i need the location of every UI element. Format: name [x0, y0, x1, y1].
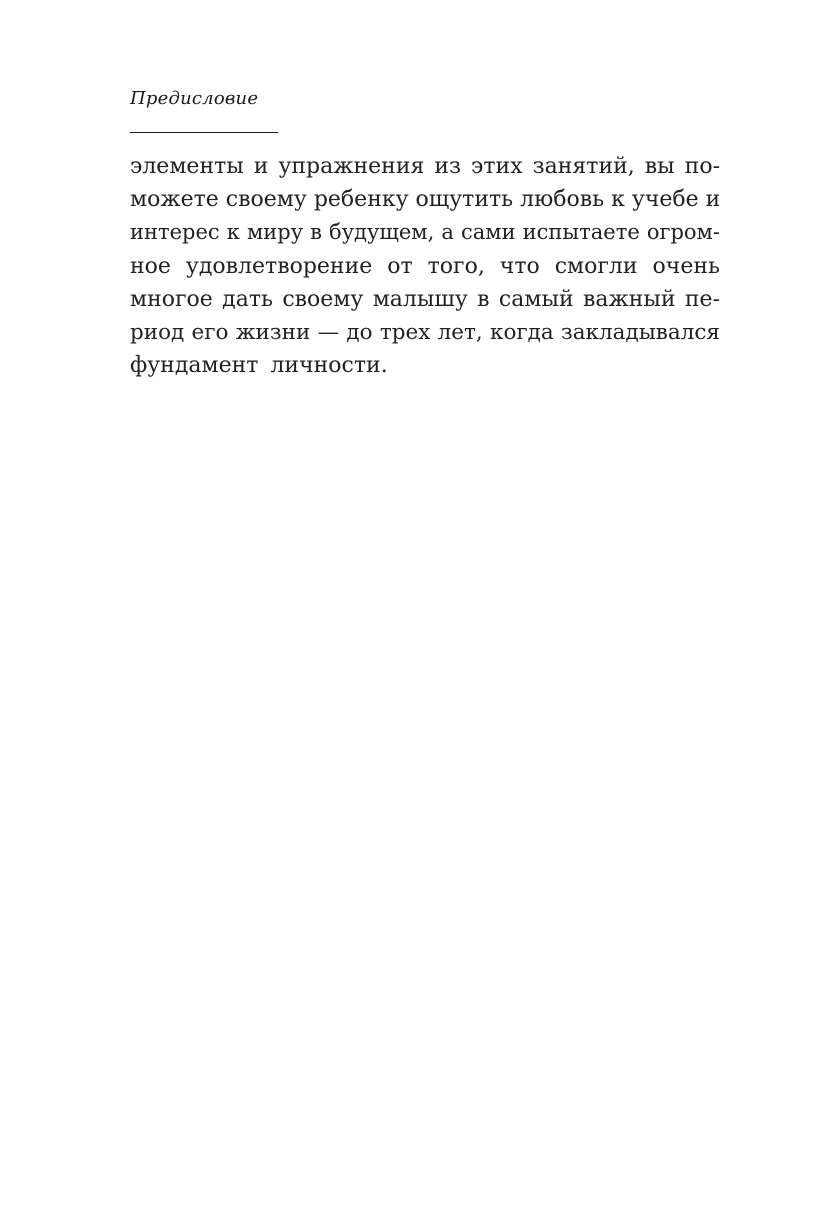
text-line: фундамент личности.	[130, 353, 388, 379]
running-head-title: Предисловие	[130, 88, 259, 109]
text-line: риод его жизни — до трех лет, когда закладывался	[130, 319, 720, 345]
text-line: можете своему ребенку ощутить любовь к учебе и	[130, 187, 720, 213]
body-paragraph	[130, 150, 720, 382]
text-line: элементы и упражнения из этих занятий, вы по-	[130, 154, 720, 179]
text-line: многое дать своему малышу в самый важный пе-	[130, 286, 720, 312]
text-line: интерес к миру в будущем, а сами испытаете огром-	[130, 220, 720, 245]
text-line: ное удовлетворение от того, что смогли очень	[130, 253, 720, 279]
header-rule	[130, 132, 278, 133]
